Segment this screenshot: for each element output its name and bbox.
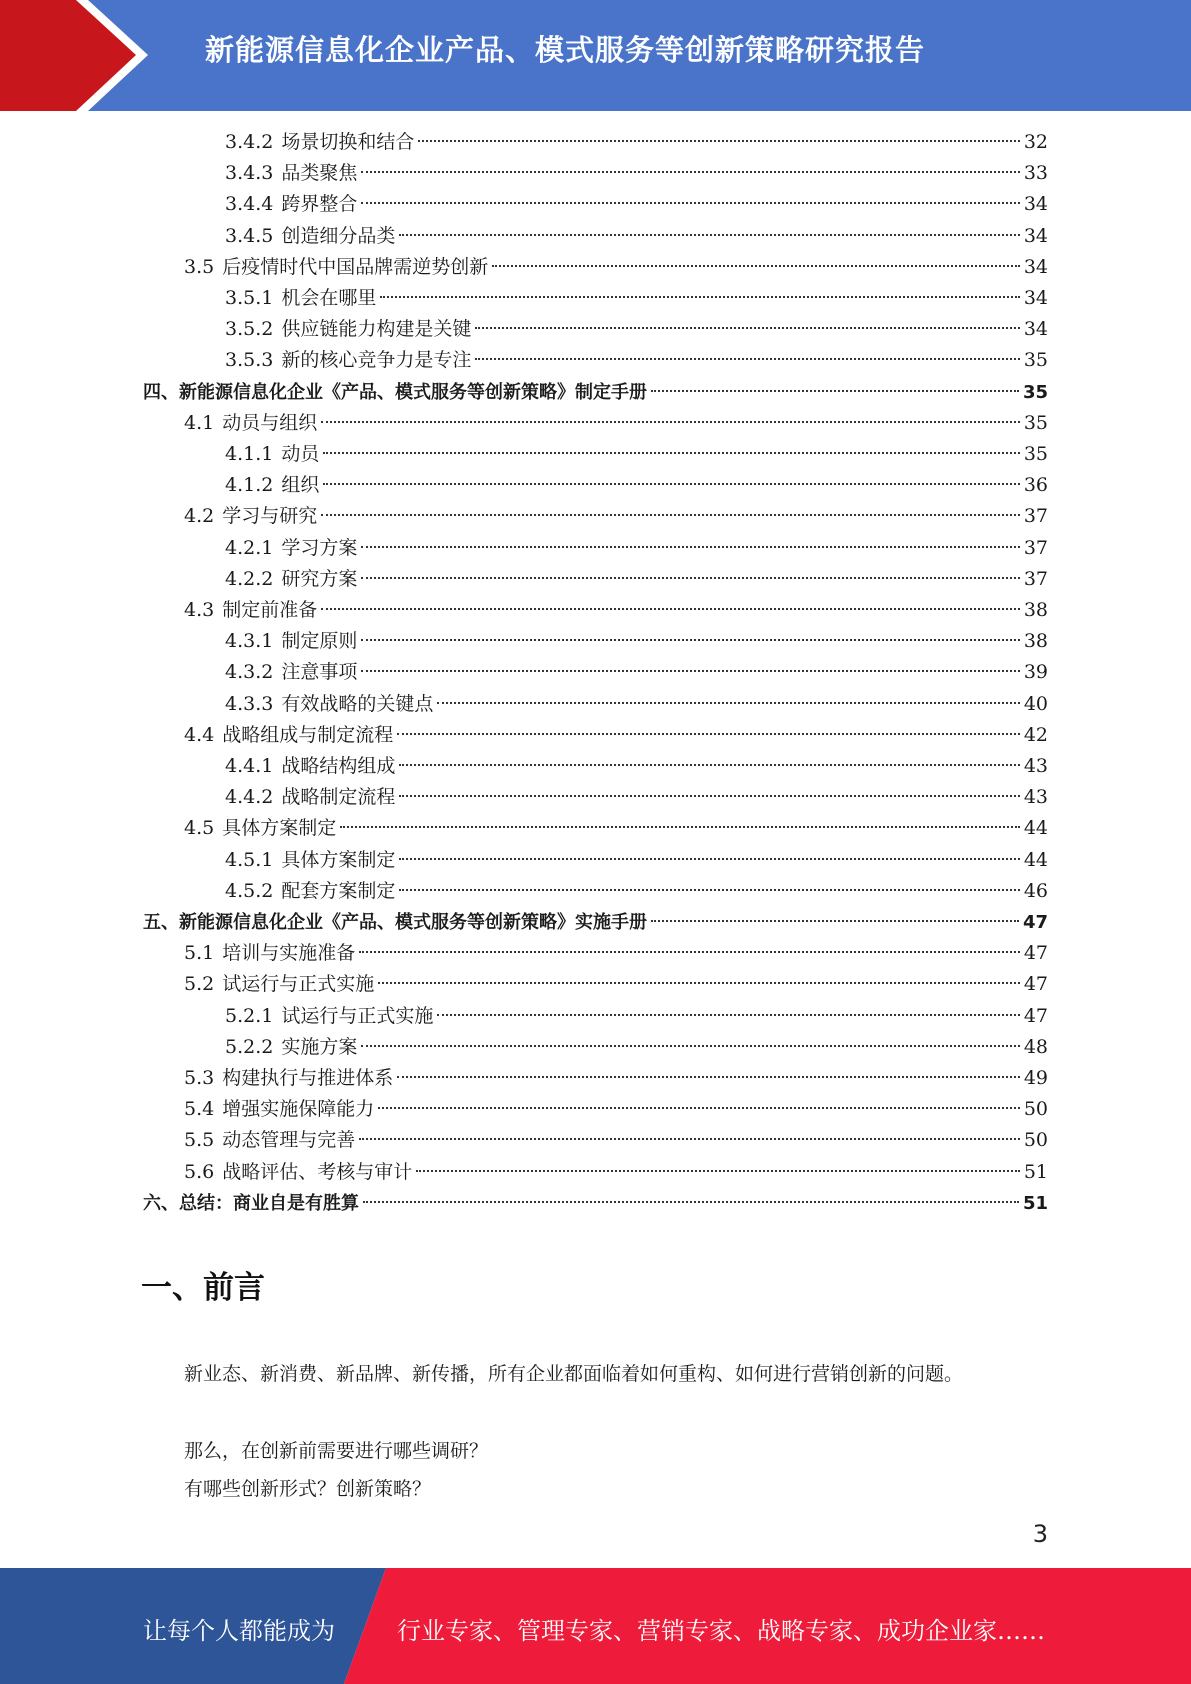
toc-entry-page: 39 (1023, 661, 1048, 684)
toc-entry[interactable] (143, 907, 1048, 938)
toc-dot-leader (380, 296, 1019, 298)
toc-entry-page: 46 (1023, 879, 1048, 902)
toc-entry-title: 学习方案 (281, 536, 358, 559)
toc-entry-number: 4.1.2 (225, 474, 274, 497)
toc-dot-leader (361, 1045, 1019, 1047)
toc-entry-number: 4.5.1 (225, 848, 274, 871)
toc-entry[interactable] (225, 439, 1048, 470)
toc-entry-page: 51 (1022, 1192, 1048, 1214)
toc-entry[interactable] (184, 720, 1048, 751)
toc-entry-page: 38 (1023, 630, 1048, 653)
toc-entry-number: 5.4 (184, 1098, 215, 1121)
toc-entry-page: 48 (1023, 1035, 1048, 1058)
toc-dot-leader (416, 1170, 1020, 1172)
toc-entry-page: 35 (1023, 349, 1048, 372)
toc-entry-page: 51 (1023, 1160, 1048, 1183)
toc-entry-page: 42 (1023, 723, 1048, 746)
toc-entry-number: 4.1.1 (225, 443, 274, 465)
toc-entry[interactable] (143, 1188, 1048, 1219)
footer-slogan-right: 行业专家、管理专家、营销专家、战略专家、成功企业家…… (397, 1617, 1045, 1645)
toc-dot-leader (378, 1107, 1020, 1109)
toc-entry[interactable] (225, 876, 1048, 907)
toc-dot-leader (361, 202, 1019, 204)
toc-entry-title: 场景切换和结合 (281, 131, 415, 153)
toc-entry[interactable] (225, 189, 1048, 220)
toc-entry-page: 40 (1023, 692, 1048, 715)
toc-entry-page: 44 (1023, 817, 1048, 840)
toc-entry[interactable] (225, 845, 1048, 876)
toc-entry[interactable] (184, 1125, 1048, 1156)
toc-entry-title: 制定前准备 (222, 599, 318, 621)
toc-dot-leader (399, 858, 1019, 860)
question-paragraph: 有哪些创新形式？创新策略？ (184, 1478, 432, 1500)
header-arrow-decoration (0, 0, 160, 111)
toc-entry-number: 4.4.1 (225, 755, 274, 777)
toc-dot-leader (361, 639, 1019, 641)
toc-entry[interactable] (143, 377, 1048, 408)
toc-dot-leader (359, 951, 1020, 953)
toc-entry-title: 组织 (281, 474, 320, 497)
toc-entry-page: 38 (1023, 599, 1048, 621)
toc-entry-number: 3.4.5 (225, 224, 274, 247)
toc-entry[interactable] (184, 938, 1048, 969)
toc-entry[interactable] (225, 751, 1048, 782)
toc-entry-title: 战略组成与制定流程 (222, 723, 394, 746)
toc-entry-title: 六、总结：商业自是有胜算 (143, 1192, 359, 1214)
toc-entry-page: 47 (1023, 1004, 1048, 1027)
toc-entry-page: 37 (1023, 567, 1048, 590)
toc-entry-page: 32 (1023, 131, 1048, 153)
toc-dot-leader (363, 1201, 1019, 1203)
toc-entry[interactable] (184, 1063, 1048, 1094)
toc-entry-number: 4.1 (184, 411, 215, 434)
toc-entry-title: 战略结构组成 (281, 755, 396, 777)
toc-dot-leader (323, 452, 1019, 454)
toc-entry[interactable] (225, 1032, 1048, 1063)
toc-dot-leader (651, 920, 1019, 922)
toc-entry-number: 5.6 (184, 1160, 215, 1183)
toc-entry-title: 动态管理与完善 (222, 1129, 356, 1152)
toc-entry-number: 4.5 (184, 817, 215, 840)
toc-dot-leader (399, 234, 1019, 236)
toc-entry-number: 5.1 (184, 942, 215, 965)
footer-slogan-left: 让每个人都能成为 (143, 1617, 335, 1645)
toc-entry-page: 35 (1023, 443, 1048, 465)
toc-dot-leader (399, 764, 1019, 766)
toc-entry-number: 4.2.2 (225, 567, 274, 590)
toc-entry-title: 培训与实施准备 (222, 942, 356, 965)
toc-entry-title: 后疫情时代中国品牌需逆势创新 (222, 255, 489, 278)
toc-entry-title: 实施方案 (281, 1035, 358, 1058)
toc-entry-number: 4.3 (184, 599, 215, 621)
toc-dot-leader (492, 265, 1020, 267)
toc-entry-number: 4.2 (184, 505, 215, 528)
toc-entry-number: 4.4 (184, 723, 215, 746)
toc-dot-leader (361, 577, 1019, 579)
toc-entry-title: 战略评估、考核与审计 (222, 1160, 413, 1183)
toc-entry[interactable] (184, 252, 1048, 283)
toc-dot-leader (361, 670, 1019, 672)
toc-entry[interactable] (184, 595, 1048, 626)
toc-entry[interactable] (225, 689, 1048, 720)
toc-entry-number: 5.2 (184, 973, 215, 996)
toc-entry[interactable] (225, 533, 1048, 564)
toc-entry[interactable] (184, 408, 1048, 439)
toc-dot-leader (361, 546, 1019, 548)
toc-entry-page: 47 (1023, 942, 1048, 965)
toc-entry[interactable] (225, 1001, 1048, 1032)
toc-entry-number: 4.3.1 (225, 630, 274, 653)
toc-dot-leader (397, 733, 1020, 735)
toc-entry[interactable] (225, 127, 1048, 158)
toc-dot-leader (397, 1076, 1020, 1078)
toc-entry-page: 37 (1023, 505, 1048, 528)
toc-dot-leader (340, 826, 1020, 828)
toc-dot-leader (323, 483, 1019, 485)
toc-entry-title: 增强实施保障能力 (222, 1098, 375, 1121)
toc-dot-leader (361, 171, 1019, 173)
toc-entry-title: 研究方案 (281, 567, 358, 590)
toc-entry[interactable] (225, 283, 1048, 314)
page-footer (0, 1568, 1191, 1684)
toc-entry-page: 50 (1023, 1129, 1048, 1152)
toc-entry[interactable] (184, 969, 1048, 1000)
toc-entry-page: 37 (1023, 536, 1048, 559)
toc-entry-page: 34 (1023, 255, 1048, 278)
toc-entry-title: 制定原则 (281, 630, 358, 653)
toc-entry[interactable] (225, 626, 1048, 657)
toc-entry-number: 3.5 (184, 255, 215, 278)
page-header (0, 0, 1191, 111)
toc-entry-number: 3.5.1 (225, 287, 274, 309)
section-heading: 一、前言 (141, 1270, 265, 1306)
toc-entry[interactable] (225, 657, 1048, 688)
toc-dot-leader (437, 1014, 1019, 1016)
toc-dot-leader (399, 889, 1019, 891)
toc-entry-page: 43 (1023, 755, 1048, 777)
toc-entry-number: 5.3 (184, 1067, 215, 1089)
toc-entry-number: 4.3.2 (225, 661, 274, 684)
toc-entry-number: 3.5.3 (225, 349, 274, 372)
toc-entry-number: 4.5.2 (225, 879, 274, 902)
toc-entry-title: 构建执行与推进体系 (222, 1067, 394, 1089)
toc-entry-number: 4.4.2 (225, 786, 274, 809)
toc-dot-leader (437, 702, 1019, 704)
toc-entry[interactable] (184, 1157, 1048, 1188)
toc-entry-title: 四、新能源信息化企业《产品、模式服务等创新策略》制定手册 (143, 381, 647, 403)
toc-dot-leader (359, 1138, 1020, 1140)
toc-entry-number: 5.2.1 (225, 1004, 274, 1027)
toc-entry-number: 3.5.2 (225, 318, 274, 341)
toc-entry-title: 新的核心竞争力是专注 (281, 349, 472, 372)
toc-entry-title: 创造细分品类 (281, 224, 396, 247)
toc-dot-leader (321, 608, 1020, 610)
toc-entry-title: 机会在哪里 (281, 287, 377, 309)
toc-entry-page: 49 (1023, 1067, 1048, 1089)
toc-entry-number: 5.5 (184, 1129, 215, 1152)
toc-entry-page: 34 (1023, 193, 1048, 216)
toc-entry-page: 43 (1023, 786, 1048, 809)
toc-entry-page: 34 (1023, 318, 1048, 341)
toc-dot-leader (378, 982, 1020, 984)
toc-entry-title: 试运行与正式实施 (222, 973, 375, 996)
toc-entry-number: 4.2.1 (225, 536, 274, 559)
toc-entry[interactable] (225, 158, 1048, 189)
toc-dot-leader (475, 358, 1019, 360)
toc-entry-title: 品类聚焦 (281, 162, 358, 185)
toc-dot-leader (651, 390, 1019, 392)
intro-paragraph: 新业态、新消费、新品牌、新传播，所有企业都面临着如何重构、如何进行营销创新的问题。 (184, 1363, 964, 1385)
toc-entry-page: 35 (1023, 411, 1048, 434)
toc-entry[interactable] (184, 501, 1048, 532)
toc-entry-number: 4.3.3 (225, 692, 274, 715)
toc-entry-title: 注意事项 (281, 661, 358, 684)
page-number: 3 (1032, 1520, 1048, 1548)
toc-entry[interactable] (225, 314, 1048, 345)
toc-entry-page: 36 (1023, 474, 1048, 497)
toc-entry-number: 3.4.4 (225, 193, 274, 216)
toc-entry-page: 34 (1023, 224, 1048, 247)
toc-entry[interactable] (225, 345, 1048, 376)
toc-entry-number: 3.4.2 (225, 131, 274, 153)
toc-dot-leader (475, 327, 1019, 329)
toc-entry[interactable] (184, 813, 1048, 844)
toc-entry-title: 跨界整合 (281, 193, 358, 216)
toc-entry-title: 配套方案制定 (281, 879, 396, 902)
header-title: 新能源信息化企业产品、模式服务等创新策略研究报告 (205, 33, 926, 67)
toc-entry[interactable] (225, 221, 1048, 252)
toc-entry-page: 47 (1023, 973, 1048, 996)
toc-entry-number: 5.2.2 (225, 1035, 274, 1058)
toc-entry-page: 34 (1023, 287, 1048, 309)
toc-entry-title: 战略制定流程 (281, 786, 396, 809)
toc-entry-page: 50 (1023, 1098, 1048, 1121)
toc-entry-title: 动员与组织 (222, 411, 318, 434)
toc-entry[interactable] (225, 470, 1048, 501)
toc-dot-leader (399, 795, 1019, 797)
toc-entry-title: 具体方案制定 (222, 817, 337, 840)
toc-entry[interactable] (184, 1094, 1048, 1125)
toc-entry-page: 33 (1023, 162, 1048, 185)
toc-entry[interactable] (225, 782, 1048, 813)
question-paragraph: 那么，在创新前需要进行哪些调研？ (184, 1440, 489, 1462)
toc-entry-title: 学习与研究 (222, 505, 318, 528)
toc-dot-leader (418, 140, 1019, 142)
toc-dot-leader (321, 421, 1020, 423)
toc-entry-page: 35 (1022, 381, 1048, 403)
toc-entry-number: 3.4.3 (225, 162, 274, 185)
toc-entry-title: 动员 (281, 443, 320, 465)
toc-entry-page: 44 (1023, 848, 1048, 871)
toc-entry-title: 有效战略的关键点 (281, 692, 434, 715)
toc-dot-leader (321, 514, 1020, 516)
toc-entry-page: 47 (1022, 912, 1048, 933)
toc-entry-title: 具体方案制定 (281, 848, 396, 871)
toc-entry-title: 五、新能源信息化企业《产品、模式服务等创新策略》实施手册 (143, 912, 647, 933)
toc-entry-title: 供应链能力构建是关键 (281, 318, 472, 341)
toc-entry[interactable] (225, 564, 1048, 595)
toc-entry-title: 试运行与正式实施 (281, 1004, 434, 1027)
